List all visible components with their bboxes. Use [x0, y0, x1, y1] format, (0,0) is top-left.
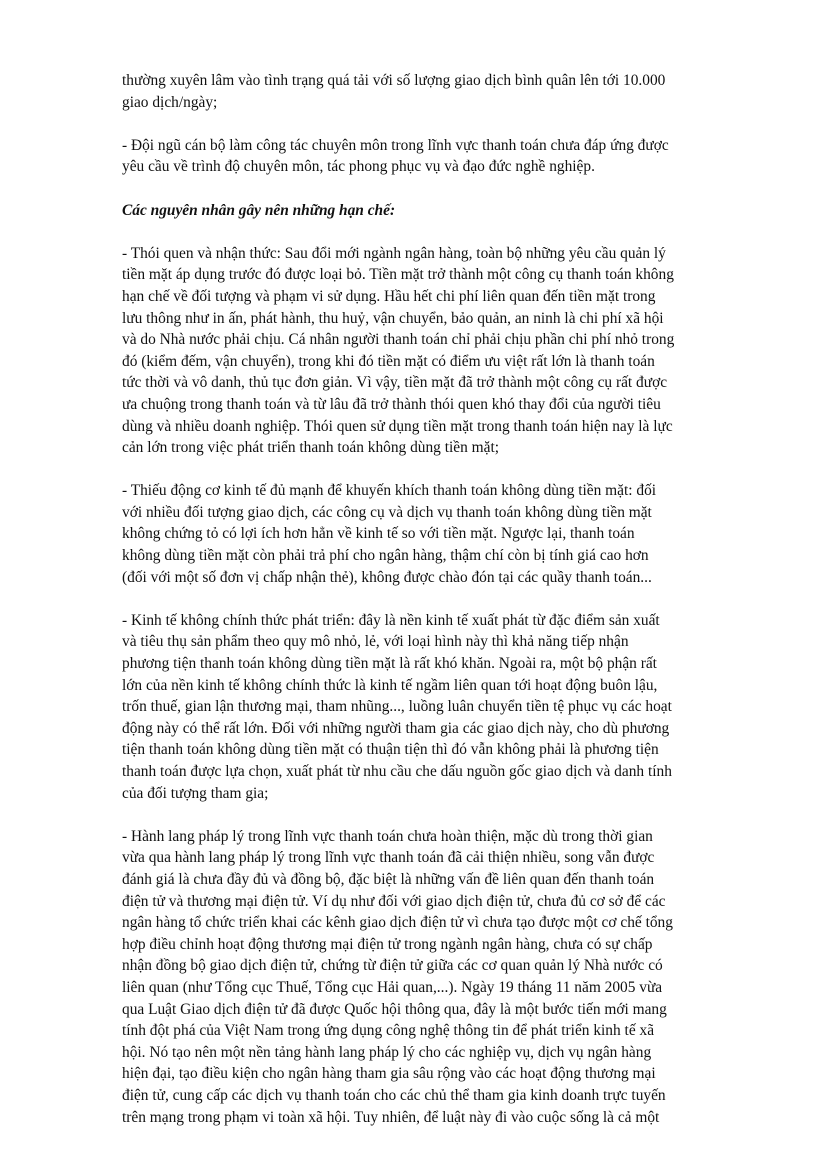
paragraph-transaction-overload: thường xuyên lâm vào tình trạng quá tải với số lượng giao dịch bình quân lên tới 10.000 giao dịch/ngày; — [122, 72, 666, 111]
paragraph-cause-economic-motive: - Thiếu động cơ kinh tế đủ mạnh để khuyến khích thanh toán không dùng tiền mặt: đối với nhiều đối tượng giao dịch, các công cụ và dịch vụ thanh toán không dùng tiền mặt không chứng tỏ có lợi ích hơn hẳn về kinh tế so với tiền mặt. Ngược lại, thanh toán không dùng tiền mặt còn phải trả phí cho ngân hàng, thậm chí còn bị tính giá cao hơn (đối với một số đơn vị chấp nhận thẻ), không được chào đón tại các quầy thanh toán... — [122, 482, 657, 586]
paragraph-cause-legal-framework: - Hành lang pháp lý trong lĩnh vực thanh toán chưa hoàn thiện, mặc dù trong thời gian vừa qua hành lang pháp lý trong lĩnh vực thanh toán đã cải thiện nhiều, song vẫn được đánh giá là chưa đầy đủ và đồng bộ, đặc biệt là những vấn đề liên quan đến thanh toán điện tử và thương mại điện tử. Ví dụ như đối với giao dịch điện tử, chưa đủ cơ sở để các ngân hàng tổ chức triển khai các kênh giao dịch điện tử vì chưa tạo được một cơ chế tổng hợp điều chỉnh hoạt động thương mại điện tử trong ngành ngân hàng, chưa có sự chấp nhận đồng bộ giao dịch điện tử, chứng từ điện tử giữa các cơ quan quản lý Nhà nước có liên quan (như Tổng cục Thuế, Tổng cục Hải quan,...). Ngày 19 tháng 11 năm 2005 vừa qua Luật Giao dịch điện tử đã được Quốc hội thông qua, đây là một bước tiến mới mang tính đột phá của Việt Nam trong ứng dụng công nghệ thông tin để phát triển kinh tế xã hội. Nó tạo nên một nền tảng hành lang pháp lý cho các nghiệp vụ, dịch vụ ngân hàng hiện đại, tạo điều kiện cho ngân hàng tham gia sâu rộng vào các hoạt động thương mại điện tử, cung cấp các dịch vụ thanh toán cho các chủ thể tham gia kinh doanh trực tuyến trên mạng trong phạm vi toàn xã hội. Tuy nhiên, để luật này đi vào cuộc sống là cả một — [122, 827, 673, 1126]
document-page — [122, 70, 712, 1150]
paragraph-staff-capacity: - Đội ngũ cán bộ làm công tác chuyên môn trong lĩnh vực thanh toán chưa đáp ứng được yêu cầu về trình độ chuyên môn, tác phong phục vụ và đạo đức nghề nghiệp. — [122, 136, 669, 176]
paragraph-cause-habit: - Thói quen và nhận thức: Sau đổi mới ngành ngân hàng, toàn bộ những yêu cầu quản lý tiền mặt áp dụng trước đó được loại bỏ. Tiền mặt trở thành một công cụ thanh toán không hạn chế về đối tượng và phạm vi sử dụng. Hầu hết chi phí liên quan đến tiền mặt trong lưu thông như in ấn, phát hành, thu huỷ, vận chuyển, bảo quản, an ninh là chi phí xã hội và do Nhà nước phải chịu. Cá nhân người thanh toán chỉ phải chịu phần chi phí nhỏ trong đó (kiểm đếm, vận chuyển), trong khi đó tiền mặt có điểm ưu việt rất lớn là thanh toán tức thời và vô danh, thủ tục đơn giản. Vì vậy, tiền mặt đã trở thành một công cụ rất được ưa chuộng trong thanh toán và từ lâu đã trở thành thói quen khó thay đổi của người tiêu dùng và nhiều doanh nghiệp. Thói quen sử dụng tiền mặt trong thanh toán hiện nay là lực cản lớn trong việc phát triển thanh toán không dùng tiền mặt; — [122, 244, 675, 457]
section-heading-causes: Các nguyên nhân gây nên những hạn chế: — [122, 201, 396, 219]
paragraph-cause-informal-economy: - Kinh tế không chính thức phát triển: đây là nền kinh tế xuất phát từ đặc điểm sản xuất và tiêu thụ sản phẩm theo quy mô nhỏ, lẻ, với loại hình này thì khả năng tiếp nhận phương tiện thanh toán không dùng tiền mặt là rất khó khăn. Ngoài ra, một bộ phận rất lớn của nền kinh tế không chính thức là kinh tế ngầm liên quan tới hoạt động buôn lậu, trốn thuế, gian lận thương mại, tham nhũng..., luồng luân chuyển tiền tệ phục vụ các hoạt động này có thể rất lớn. Đối với những người tham gia các giao dịch này, cho dù phương tiện thanh toán không dùng tiền mặt có thuận tiện thì đó vẫn không phải là phương tiện thanh toán được lựa chọn, xuất phát từ nhu cầu che dấu nguồn gốc giao dịch và danh tính của đối tượng tham gia; — [122, 611, 672, 802]
